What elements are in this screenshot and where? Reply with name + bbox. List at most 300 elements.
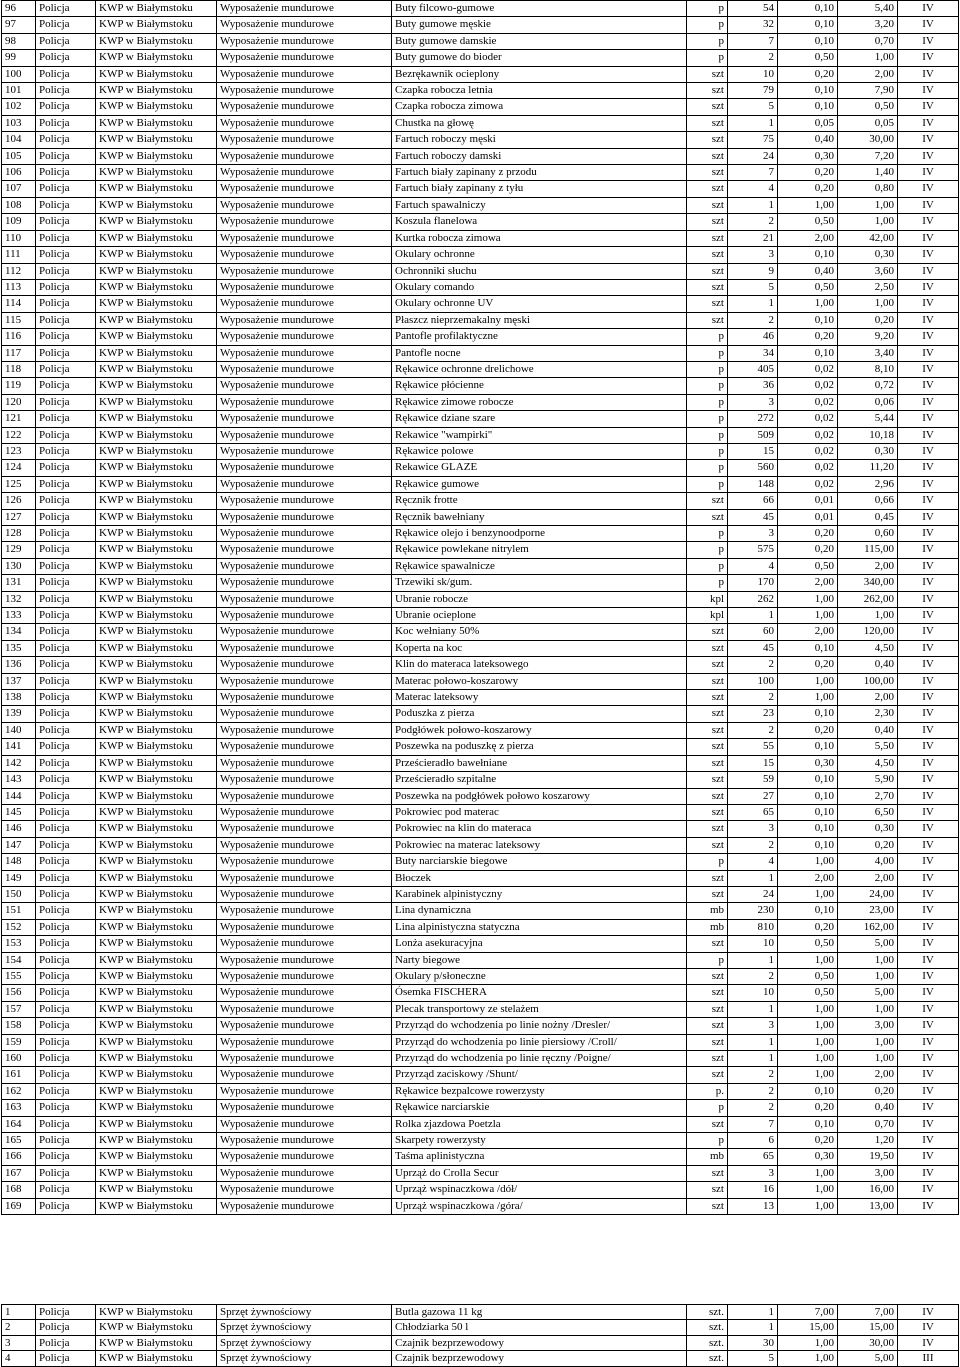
cell-row-number: 166 (2, 1149, 36, 1165)
cell-total-value: 2,00 (838, 870, 898, 886)
cell-unit-name: Policja (36, 1051, 96, 1067)
cell-total-value: 23,00 (838, 903, 898, 919)
cell-measure-unit: szt (687, 624, 728, 640)
cell-institution: KWP w Białymstoku (96, 132, 217, 148)
cell-category: Wyposażenie mundurowe (217, 411, 392, 427)
cell-unit-name: Policja (36, 1001, 96, 1017)
cell-item-name: Czapka robocza zimowa (392, 99, 687, 115)
cell-row-number: 110 (2, 230, 36, 246)
cell-class: IV (898, 279, 959, 295)
cell-unit-name: Policja (36, 985, 96, 1001)
cell-quantity: 2 (728, 214, 778, 230)
table-row (2, 427, 959, 443)
cell-institution: KWP w Białymstoku (96, 1051, 217, 1067)
inventory-table-main (1, 0, 959, 1215)
table-row (2, 1100, 959, 1116)
cell-total-value: 1,00 (838, 952, 898, 968)
cell-class: IV (898, 575, 959, 591)
cell-item-name: Narty biegowe (392, 952, 687, 968)
cell-measure-unit: szt (687, 837, 728, 853)
cell-institution: KWP w Białymstoku (96, 772, 217, 788)
table-row (2, 657, 959, 673)
table-row (2, 1067, 959, 1083)
cell-measure-unit: mb (687, 1149, 728, 1165)
cell-unit-value: 7,00 (778, 1305, 838, 1320)
cell-measure-unit: szt (687, 788, 728, 804)
cell-institution: KWP w Białymstoku (96, 296, 217, 312)
cell-unit-value: 0,50 (778, 985, 838, 1001)
cell-row-number: 162 (2, 1083, 36, 1099)
cell-total-value: 0,50 (838, 99, 898, 115)
cell-class: IV (898, 230, 959, 246)
cell-category: Wyposażenie mundurowe (217, 886, 392, 902)
cell-item-name: Przyrząd do wchodzenia po linie nożny /Dresler/ (392, 1018, 687, 1034)
cell-unit-name: Policja (36, 1305, 96, 1320)
cell-unit-name: Policja (36, 1018, 96, 1034)
cell-row-number: 3 (2, 1335, 36, 1350)
cell-quantity: 27 (728, 788, 778, 804)
cell-unit-name: Policja (36, 1351, 96, 1366)
cell-total-value: 15,00 (838, 1320, 898, 1335)
cell-institution: KWP w Białymstoku (96, 591, 217, 607)
cell-quantity: 1 (728, 1051, 778, 1067)
cell-quantity: 575 (728, 542, 778, 558)
cell-item-name: Fartuch roboczy damski (392, 148, 687, 164)
cell-measure-unit: mb (687, 903, 728, 919)
cell-unit-value: 0,10 (778, 1083, 838, 1099)
cell-row-number: 99 (2, 50, 36, 66)
cell-institution: KWP w Białymstoku (96, 1100, 217, 1116)
cell-row-number: 137 (2, 673, 36, 689)
table-row (2, 17, 959, 33)
cell-class: IV (898, 1051, 959, 1067)
cell-unit-name: Policja (36, 706, 96, 722)
cell-item-name: Rękawice narciarskie (392, 1100, 687, 1116)
cell-category: Wyposażenie mundurowe (217, 378, 392, 394)
cell-total-value: 1,00 (838, 1001, 898, 1017)
table-row (2, 870, 959, 886)
cell-row-number: 129 (2, 542, 36, 558)
cell-class: IV (898, 214, 959, 230)
cell-item-name: Przyrząd do wchodzenia po linie piersiowy /Croll/ (392, 1034, 687, 1050)
cell-total-value: 13,00 (838, 1198, 898, 1214)
cell-item-name: Okulary ochronne UV (392, 296, 687, 312)
cell-quantity: 34 (728, 345, 778, 361)
cell-quantity: 7 (728, 165, 778, 181)
cell-item-name: Rękawice ochronne drelichowe (392, 361, 687, 377)
table-row (2, 476, 959, 492)
cell-unit-name: Policja (36, 870, 96, 886)
cell-unit-name: Policja (36, 329, 96, 345)
cell-measure-unit: p (687, 427, 728, 443)
table-row (2, 33, 959, 49)
table-row (2, 1351, 959, 1366)
cell-unit-name: Policja (36, 755, 96, 771)
cell-class: IV (898, 361, 959, 377)
cell-measure-unit: szt (687, 1034, 728, 1050)
cell-unit-name: Policja (36, 690, 96, 706)
cell-total-value: 5,44 (838, 411, 898, 427)
cell-category: Wyposażenie mundurowe (217, 132, 392, 148)
cell-measure-unit: szt (687, 886, 728, 902)
cell-category: Wyposażenie mundurowe (217, 1034, 392, 1050)
cell-item-name: Taśma aplinistyczna (392, 1149, 687, 1165)
cell-class: IV (898, 1083, 959, 1099)
cell-unit-value: 0,20 (778, 66, 838, 82)
cell-unit-value: 0,02 (778, 476, 838, 492)
cell-category: Wyposażenie mundurowe (217, 33, 392, 49)
cell-unit-name: Policja (36, 197, 96, 213)
cell-class: IV (898, 1001, 959, 1017)
cell-unit-value: 0,10 (778, 837, 838, 853)
cell-unit-name: Policja (36, 460, 96, 476)
table-row (2, 132, 959, 148)
cell-class: IV (898, 1, 959, 17)
cell-unit-name: Policja (36, 1083, 96, 1099)
cell-institution: KWP w Białymstoku (96, 1198, 217, 1214)
cell-class: IV (898, 640, 959, 656)
cell-measure-unit: szt (687, 493, 728, 509)
cell-quantity: 3 (728, 1165, 778, 1181)
cell-unit-value: 0,30 (778, 755, 838, 771)
cell-item-name: Rekawice "wampirki" (392, 427, 687, 443)
cell-class: IV (898, 1018, 959, 1034)
cell-total-value: 6,50 (838, 804, 898, 820)
cell-row-number: 1 (2, 1305, 36, 1320)
cell-total-value: 340,00 (838, 575, 898, 591)
table-row (2, 115, 959, 131)
cell-unit-name: Policja (36, 509, 96, 525)
cell-total-value: 0,05 (838, 115, 898, 131)
cell-class: IV (898, 493, 959, 509)
cell-class: IV (898, 526, 959, 542)
cell-unit-value: 0,40 (778, 132, 838, 148)
cell-item-name: Podgłówek połowo-koszarowy (392, 722, 687, 738)
cell-row-number: 117 (2, 345, 36, 361)
cell-institution: KWP w Białymstoku (96, 952, 217, 968)
cell-measure-unit: p (687, 17, 728, 33)
cell-row-number: 139 (2, 706, 36, 722)
cell-class: IV (898, 312, 959, 328)
cell-total-value: 0,40 (838, 722, 898, 738)
cell-institution: KWP w Białymstoku (96, 1351, 217, 1366)
cell-institution: KWP w Białymstoku (96, 526, 217, 542)
cell-unit-name: Policja (36, 624, 96, 640)
cell-measure-unit: szt (687, 640, 728, 656)
table-row (2, 1, 959, 17)
cell-measure-unit: p (687, 329, 728, 345)
cell-total-value: 115,00 (838, 542, 898, 558)
cell-quantity: 65 (728, 804, 778, 820)
cell-institution: KWP w Białymstoku (96, 1165, 217, 1181)
cell-total-value: 3,40 (838, 345, 898, 361)
cell-item-name: Buty gumowe do bioder (392, 50, 687, 66)
cell-unit-value: 0,10 (778, 640, 838, 656)
cell-category: Sprzęt żywnościowy (217, 1320, 392, 1335)
cell-class: IV (898, 1067, 959, 1083)
cell-category: Wyposażenie mundurowe (217, 181, 392, 197)
cell-institution: KWP w Białymstoku (96, 378, 217, 394)
cell-quantity: 55 (728, 739, 778, 755)
table-row (2, 345, 959, 361)
cell-category: Wyposażenie mundurowe (217, 165, 392, 181)
cell-quantity: 75 (728, 132, 778, 148)
cell-measure-unit: szt. (687, 1335, 728, 1350)
cell-row-number: 98 (2, 33, 36, 49)
cell-item-name: Okulary p/słoneczne (392, 968, 687, 984)
cell-quantity: 1 (728, 197, 778, 213)
table-row (2, 1083, 959, 1099)
cell-institution: KWP w Białymstoku (96, 739, 217, 755)
cell-category: Wyposażenie mundurowe (217, 985, 392, 1001)
cell-total-value: 1,00 (838, 214, 898, 230)
cell-unit-name: Policja (36, 50, 96, 66)
cell-unit-name: Policja (36, 788, 96, 804)
table-row (2, 722, 959, 738)
table-row (2, 99, 959, 115)
cell-quantity: 1 (728, 1034, 778, 1050)
cell-item-name: Przyrząd zaciskowy /Shunt/ (392, 1067, 687, 1083)
cell-category: Wyposażenie mundurowe (217, 558, 392, 574)
cell-unit-name: Policja (36, 1, 96, 17)
cell-quantity: 2 (728, 968, 778, 984)
cell-total-value: 5,90 (838, 772, 898, 788)
cell-row-number: 118 (2, 361, 36, 377)
table-row (2, 263, 959, 279)
cell-class: IV (898, 345, 959, 361)
table-row (2, 608, 959, 624)
table-row (2, 591, 959, 607)
cell-institution: KWP w Białymstoku (96, 476, 217, 492)
cell-row-number: 131 (2, 575, 36, 591)
cell-item-name: Ręcznik bawełniany (392, 509, 687, 525)
cell-category: Wyposażenie mundurowe (217, 1051, 392, 1067)
cell-institution: KWP w Białymstoku (96, 542, 217, 558)
cell-quantity: 30 (728, 1335, 778, 1350)
cell-quantity: 23 (728, 706, 778, 722)
cell-quantity: 3 (728, 247, 778, 263)
cell-total-value: 0,66 (838, 493, 898, 509)
cell-quantity: 2 (728, 1083, 778, 1099)
cell-class: IV (898, 739, 959, 755)
cell-quantity: 24 (728, 148, 778, 164)
cell-category: Wyposażenie mundurowe (217, 1133, 392, 1149)
cell-quantity: 272 (728, 411, 778, 427)
cell-total-value: 2,00 (838, 690, 898, 706)
cell-unit-name: Policja (36, 411, 96, 427)
cell-unit-value: 1,00 (778, 296, 838, 312)
cell-item-name: Płaszcz nieprzemakalny męski (392, 312, 687, 328)
cell-unit-name: Policja (36, 493, 96, 509)
cell-unit-value: 0,02 (778, 394, 838, 410)
cell-unit-name: Policja (36, 1198, 96, 1214)
cell-class: IV (898, 985, 959, 1001)
cell-measure-unit: szt (687, 755, 728, 771)
cell-unit-name: Policja (36, 558, 96, 574)
cell-row-number: 141 (2, 739, 36, 755)
cell-quantity: 2 (728, 1067, 778, 1083)
cell-measure-unit: szt (687, 1198, 728, 1214)
cell-class: IV (898, 329, 959, 345)
table-row (2, 83, 959, 99)
cell-unit-value: 1,00 (778, 1018, 838, 1034)
cell-row-number: 164 (2, 1116, 36, 1132)
cell-item-name: Karabinek alpinistyczny (392, 886, 687, 902)
cell-item-name: Lina dynamiczna (392, 903, 687, 919)
cell-unit-name: Policja (36, 66, 96, 82)
cell-unit-value: 1,00 (778, 608, 838, 624)
cell-unit-value: 0,20 (778, 542, 838, 558)
cell-unit-value: 1,00 (778, 1067, 838, 1083)
cell-row-number: 152 (2, 919, 36, 935)
cell-unit-name: Policja (36, 33, 96, 49)
cell-item-name: Buty narciarskie biegowe (392, 854, 687, 870)
cell-unit-name: Policja (36, 673, 96, 689)
cell-row-number: 104 (2, 132, 36, 148)
cell-measure-unit: szt (687, 870, 728, 886)
cell-unit-value: 0,10 (778, 345, 838, 361)
cell-category: Wyposażenie mundurowe (217, 345, 392, 361)
cell-measure-unit: szt. (687, 1351, 728, 1366)
cell-institution: KWP w Białymstoku (96, 804, 217, 820)
cell-category: Wyposażenie mundurowe (217, 854, 392, 870)
table-row (2, 1149, 959, 1165)
cell-row-number: 160 (2, 1051, 36, 1067)
cell-institution: KWP w Białymstoku (96, 17, 217, 33)
cell-row-number: 2 (2, 1320, 36, 1335)
cell-institution: KWP w Białymstoku (96, 821, 217, 837)
cell-measure-unit: p (687, 542, 728, 558)
cell-unit-value: 0,10 (778, 804, 838, 820)
cell-class: IV (898, 1305, 959, 1320)
cell-measure-unit: szt (687, 968, 728, 984)
cell-institution: KWP w Białymstoku (96, 279, 217, 295)
cell-measure-unit: p (687, 411, 728, 427)
cell-unit-value: 0,10 (778, 1, 838, 17)
cell-total-value: 7,20 (838, 148, 898, 164)
cell-quantity: 21 (728, 230, 778, 246)
table-row (2, 50, 959, 66)
cell-category: Wyposażenie mundurowe (217, 443, 392, 459)
cell-institution: KWP w Białymstoku (96, 148, 217, 164)
cell-category: Wyposażenie mundurowe (217, 608, 392, 624)
cell-class: IV (898, 165, 959, 181)
cell-row-number: 128 (2, 526, 36, 542)
cell-row-number: 143 (2, 772, 36, 788)
cell-measure-unit: p (687, 526, 728, 542)
cell-unit-name: Policja (36, 919, 96, 935)
cell-total-value: 30,00 (838, 1335, 898, 1350)
cell-category: Wyposażenie mundurowe (217, 624, 392, 640)
cell-institution: KWP w Białymstoku (96, 312, 217, 328)
cell-total-value: 162,00 (838, 919, 898, 935)
cell-unit-name: Policja (36, 312, 96, 328)
cell-category: Wyposażenie mundurowe (217, 1182, 392, 1198)
cell-total-value: 2,00 (838, 558, 898, 574)
cell-institution: KWP w Białymstoku (96, 870, 217, 886)
table-row (2, 640, 959, 656)
cell-quantity: 4 (728, 558, 778, 574)
cell-unit-name: Policja (36, 903, 96, 919)
cell-class: IV (898, 460, 959, 476)
cell-measure-unit: kpl (687, 608, 728, 624)
cell-quantity: 262 (728, 591, 778, 607)
cell-institution: KWP w Białymstoku (96, 99, 217, 115)
cell-unit-value: 0,10 (778, 312, 838, 328)
cell-class: IV (898, 624, 959, 640)
cell-row-number: 116 (2, 329, 36, 345)
cell-item-name: Fartuch biały zapinany z tyłu (392, 181, 687, 197)
cell-class: IV (898, 722, 959, 738)
cell-category: Wyposażenie mundurowe (217, 903, 392, 919)
cell-row-number: 103 (2, 115, 36, 131)
cell-row-number: 130 (2, 558, 36, 574)
cell-unit-name: Policja (36, 181, 96, 197)
cell-measure-unit: kpl (687, 591, 728, 607)
cell-row-number: 127 (2, 509, 36, 525)
cell-unit-value: 0,10 (778, 83, 838, 99)
cell-quantity: 2 (728, 657, 778, 673)
cell-quantity: 10 (728, 66, 778, 82)
cell-institution: KWP w Białymstoku (96, 181, 217, 197)
cell-class: IV (898, 837, 959, 853)
cell-unit-name: Policja (36, 608, 96, 624)
cell-quantity: 1 (728, 1001, 778, 1017)
cell-institution: KWP w Białymstoku (96, 1320, 217, 1335)
cell-unit-value: 15,00 (778, 1320, 838, 1335)
cell-total-value: 3,60 (838, 263, 898, 279)
cell-item-name: Pantofle nocne (392, 345, 687, 361)
cell-class: IV (898, 427, 959, 443)
cell-measure-unit: szt. (687, 1320, 728, 1335)
cell-institution: KWP w Białymstoku (96, 394, 217, 410)
cell-class: IV (898, 1198, 959, 1214)
cell-item-name: Rękawice polowe (392, 443, 687, 459)
table-row (2, 460, 959, 476)
cell-unit-value: 0,02 (778, 427, 838, 443)
cell-total-value: 120,00 (838, 624, 898, 640)
cell-unit-value: 0,02 (778, 460, 838, 476)
cell-class: IV (898, 1320, 959, 1335)
cell-row-number: 112 (2, 263, 36, 279)
cell-category: Wyposażenie mundurowe (217, 493, 392, 509)
cell-unit-value: 0,50 (778, 936, 838, 952)
cell-row-number: 147 (2, 837, 36, 853)
cell-quantity: 1 (728, 608, 778, 624)
cell-class: IV (898, 854, 959, 870)
cell-measure-unit: p (687, 50, 728, 66)
table-row (2, 66, 959, 82)
cell-institution: KWP w Białymstoku (96, 33, 217, 49)
inventory-table-food (1, 1304, 959, 1367)
table-row (2, 296, 959, 312)
cell-total-value: 3,20 (838, 17, 898, 33)
cell-row-number: 168 (2, 1182, 36, 1198)
cell-unit-value: 0,10 (778, 99, 838, 115)
cell-total-value: 7,90 (838, 83, 898, 99)
cell-measure-unit: szt (687, 821, 728, 837)
cell-measure-unit: p (687, 33, 728, 49)
cell-institution: KWP w Białymstoku (96, 1034, 217, 1050)
cell-item-name: Pantofle profilaktyczne (392, 329, 687, 345)
cell-unit-value: 0,50 (778, 279, 838, 295)
cell-measure-unit: szt (687, 312, 728, 328)
cell-quantity: 4 (728, 181, 778, 197)
cell-row-number: 151 (2, 903, 36, 919)
cell-measure-unit: szt (687, 1001, 728, 1017)
cell-category: Wyposażenie mundurowe (217, 952, 392, 968)
cell-unit-value: 1,00 (778, 952, 838, 968)
